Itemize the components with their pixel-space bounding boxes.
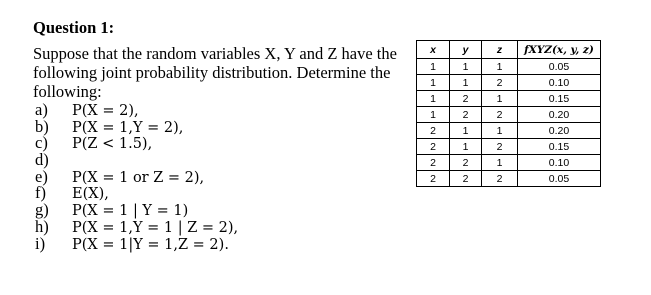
table-cell-z: 1: [482, 123, 518, 139]
table-cell-x: 2: [417, 155, 450, 171]
table-cell-z: 2: [482, 139, 518, 155]
part-item: [33, 185, 403, 202]
table-cell-z: 1: [482, 155, 518, 171]
part-expression: P(X = 2),: [72, 103, 139, 119]
table-cell-x: 1: [417, 107, 450, 123]
table-cell-probability: 0.05: [518, 171, 601, 187]
part-expression: E(X),: [72, 186, 109, 203]
table-cell-probability: 0.05: [518, 59, 601, 75]
question-text: Suppose that the random variables X, Y and Z have the following joint probability distribution. Determine the following:: [33, 44, 397, 101]
table-header-row: [417, 41, 601, 59]
table-cell-z: 2: [482, 107, 518, 123]
table-cell-y: 1: [450, 59, 482, 75]
part-expression: P(X = 1|Y = 1,Z = 2).: [72, 236, 229, 253]
part-expression: P(X = 1 or Z = 2),: [72, 169, 205, 186]
part-item: [33, 135, 403, 152]
part-item: [33, 216, 403, 236]
table-cell-probability: 0.10: [518, 155, 601, 171]
part-label: c): [35, 133, 48, 153]
table-row: [417, 91, 601, 107]
column-header-x: x: [417, 41, 450, 59]
part-item: [33, 116, 403, 136]
table-cell-probability: 0.20: [518, 107, 601, 123]
part-label: h): [35, 216, 49, 236]
part-item: [33, 102, 403, 119]
table-cell-z: 1: [482, 59, 518, 75]
table-cell-probability: 0.15: [518, 139, 601, 155]
part-label: f): [35, 183, 46, 203]
table-cell-probability: 0.20: [518, 123, 601, 139]
table-row: [417, 75, 601, 91]
part-label: a): [35, 100, 48, 119]
table-cell-y: 1: [450, 139, 482, 155]
table-cell-y: 2: [450, 91, 482, 107]
table-cell-y: 2: [450, 171, 482, 187]
table-cell-x: 2: [417, 123, 450, 139]
table-cell-y: 2: [450, 155, 482, 171]
table-row: [417, 107, 601, 123]
table-cell-z: 1: [482, 91, 518, 107]
joint-distribution-table: [416, 40, 601, 187]
question-block: [33, 17, 403, 252]
part-expression: P(X = 1,Y = 2),: [72, 119, 184, 136]
table-cell-y: 2: [450, 107, 482, 123]
joint-distribution-table-wrapper: [416, 40, 601, 187]
table-row: [417, 155, 601, 171]
part-item: [33, 202, 403, 219]
column-header-probability: fXYZ(x, y, z): [518, 41, 601, 59]
table-cell-x: 2: [417, 171, 450, 187]
table-cell-x: 2: [417, 139, 450, 155]
table-cell-x: 1: [417, 75, 450, 91]
part-label: g): [35, 200, 49, 220]
part-expression: P(X = 1,Y = 1 | Z = 2),: [72, 219, 239, 236]
table-cell-probability: 0.15: [518, 91, 601, 107]
table-cell-x: 1: [417, 91, 450, 107]
table-cell-y: 1: [450, 75, 482, 91]
part-expression: P(X = 1 | Y = 1): [72, 203, 189, 220]
part-label: d): [35, 150, 49, 170]
table-cell-z: 2: [482, 75, 518, 91]
question-parts-list: [33, 102, 403, 252]
part-expression: P(Z < 1.5),: [72, 136, 153, 153]
table-row: [417, 123, 601, 139]
question-title: Question 1:: [33, 18, 115, 37]
table-row: [417, 171, 601, 187]
part-label: b): [35, 116, 49, 136]
table-row: [417, 59, 601, 75]
column-header-y: y: [450, 41, 482, 59]
part-item: [33, 233, 403, 253]
part-item: [33, 152, 403, 169]
table-cell-z: 2: [482, 171, 518, 187]
table-cell-y: 1: [450, 123, 482, 139]
column-header-z: z: [482, 41, 518, 59]
table-cell-x: 1: [417, 59, 450, 75]
part-item: [33, 166, 403, 186]
table-row: [417, 139, 601, 155]
table-cell-probability: 0.10: [518, 75, 601, 91]
part-label: i): [35, 233, 46, 253]
part-label: e): [35, 166, 48, 186]
